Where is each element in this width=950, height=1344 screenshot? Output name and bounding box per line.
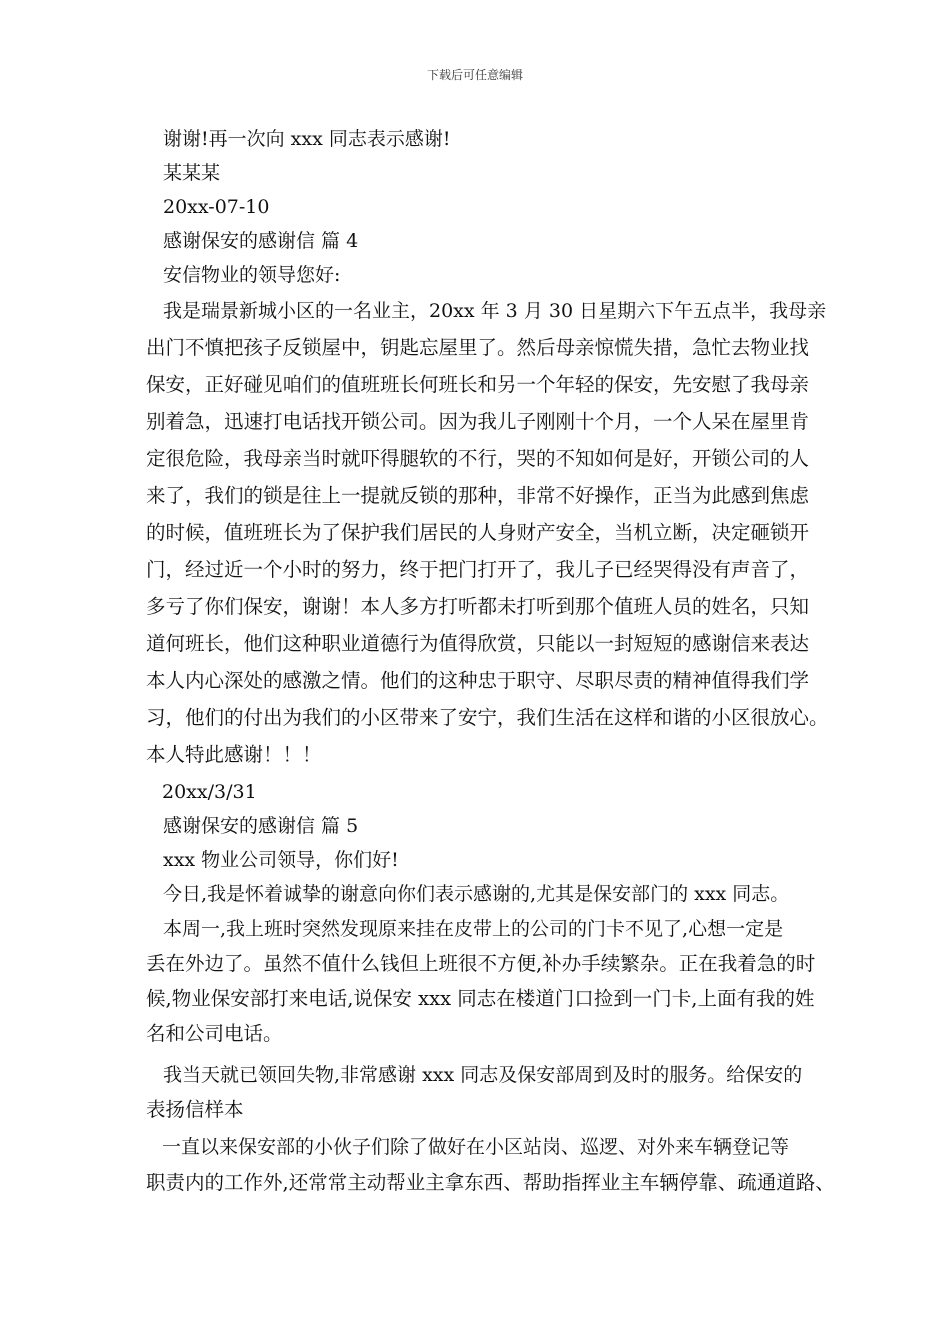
text-line: 我是瑞景新城小区的一名业主，20xx 年 3 月 30 日星期六下午五点半，我母亲 bbox=[163, 300, 827, 322]
text-line: 的时候，值班班长为了保护我们居民的人身财产安全，当机立断，决定砸锁开 bbox=[146, 521, 810, 544]
text-line: 名和公司电话。 bbox=[146, 1022, 283, 1045]
text-line: 候,物业保安部打来电话,说保安 xxx 同志在楼道门口捡到一门卡,上面有我的姓 bbox=[146, 987, 815, 1010]
salutation: xxx 物业公司领导，你们好! bbox=[163, 849, 399, 871]
text-line: 习，他们的付出为我们的小区带来了安宁，我们生活在这样和谐的小区很放心。 bbox=[146, 706, 829, 729]
text-line: 20xx-07-10 bbox=[163, 196, 270, 218]
text-line: 职责内的工作外,还常常主动帮业主拿东西、帮助指挥业主车辆停靠、疏通道路、 bbox=[146, 1171, 835, 1194]
text-line: 来了，我们的锁是往上一提就反锁的那种，非常不好操作，正当为此感到焦虑 bbox=[146, 484, 810, 507]
section-heading: 感谢保安的感谢信 篇 4 bbox=[163, 230, 359, 252]
text-line: 别着急，迅速打电话找开锁公司。因为我儿子刚刚十个月，一个人呆在屋里肯 bbox=[146, 410, 810, 433]
text-line: 我当天就已领回失物,非常感谢 xxx 同志及保安部周到及时的服务。给保安的 bbox=[163, 1064, 803, 1086]
text-line: 道何班长，他们这种职业道德行为值得欣赏，只能以一封短短的感谢信来表达 bbox=[146, 632, 810, 655]
text-line: 保安，正好碰见咱们的值班班长何班长和另一个年轻的保安，先安慰了我母亲 bbox=[146, 373, 810, 396]
text-line: 多亏了你们保安，谢谢！本人多方打听都未打听到那个值班人员的姓名，只知 bbox=[146, 595, 810, 618]
text-line: 一直以来保安部的小伙子们除了做好在小区站岗、巡逻、对外来车辆登记等 bbox=[162, 1136, 790, 1158]
salutation: 安信物业的领导您好: bbox=[163, 264, 341, 286]
text-line: 门，经过近一个小时的努力，终于把门打开了，我儿子已经哭得没有声音了， bbox=[146, 558, 810, 581]
page-header: 下载后可任意编辑 bbox=[426, 68, 523, 82]
section-heading: 感谢保安的感谢信 篇 5 bbox=[163, 815, 359, 837]
text-line: 本人内心深处的感激之情。他们的这种忠于职守、尽职尽责的精神值得我们学 bbox=[146, 669, 810, 692]
text-line: 某某某 bbox=[163, 162, 221, 184]
text-line: 定很危险，我母亲当时就吓得腿软的不行，哭的不知如何是好，开锁公司的人 bbox=[146, 447, 810, 470]
text-line: 丢在外边了。虽然不值什么钱但上班很不方便,补办手续繁杂。正在我着急的时 bbox=[146, 952, 816, 975]
text-line: 谢谢!再一次向 xxx 同志表示感谢! bbox=[163, 128, 451, 150]
date-line: 20xx/3/31 bbox=[162, 781, 257, 803]
text-line: 本周一,我上班时突然发现原来挂在皮带上的公司的门卡不见了,心想一定是 bbox=[163, 918, 784, 940]
text-line: 出门不慎把孩子反锁屋中，钥匙忘屋里了。然后母亲惊慌失措，急忙去物业找 bbox=[146, 336, 810, 359]
text-line: 表扬信样本 bbox=[146, 1098, 244, 1121]
text-line: 本人特此感谢！！！ bbox=[146, 743, 322, 766]
text-line: 今日,我是怀着诚挚的谢意向你们表示感谢的,尤其是保安部门的 xxx 同志。 bbox=[163, 883, 790, 905]
